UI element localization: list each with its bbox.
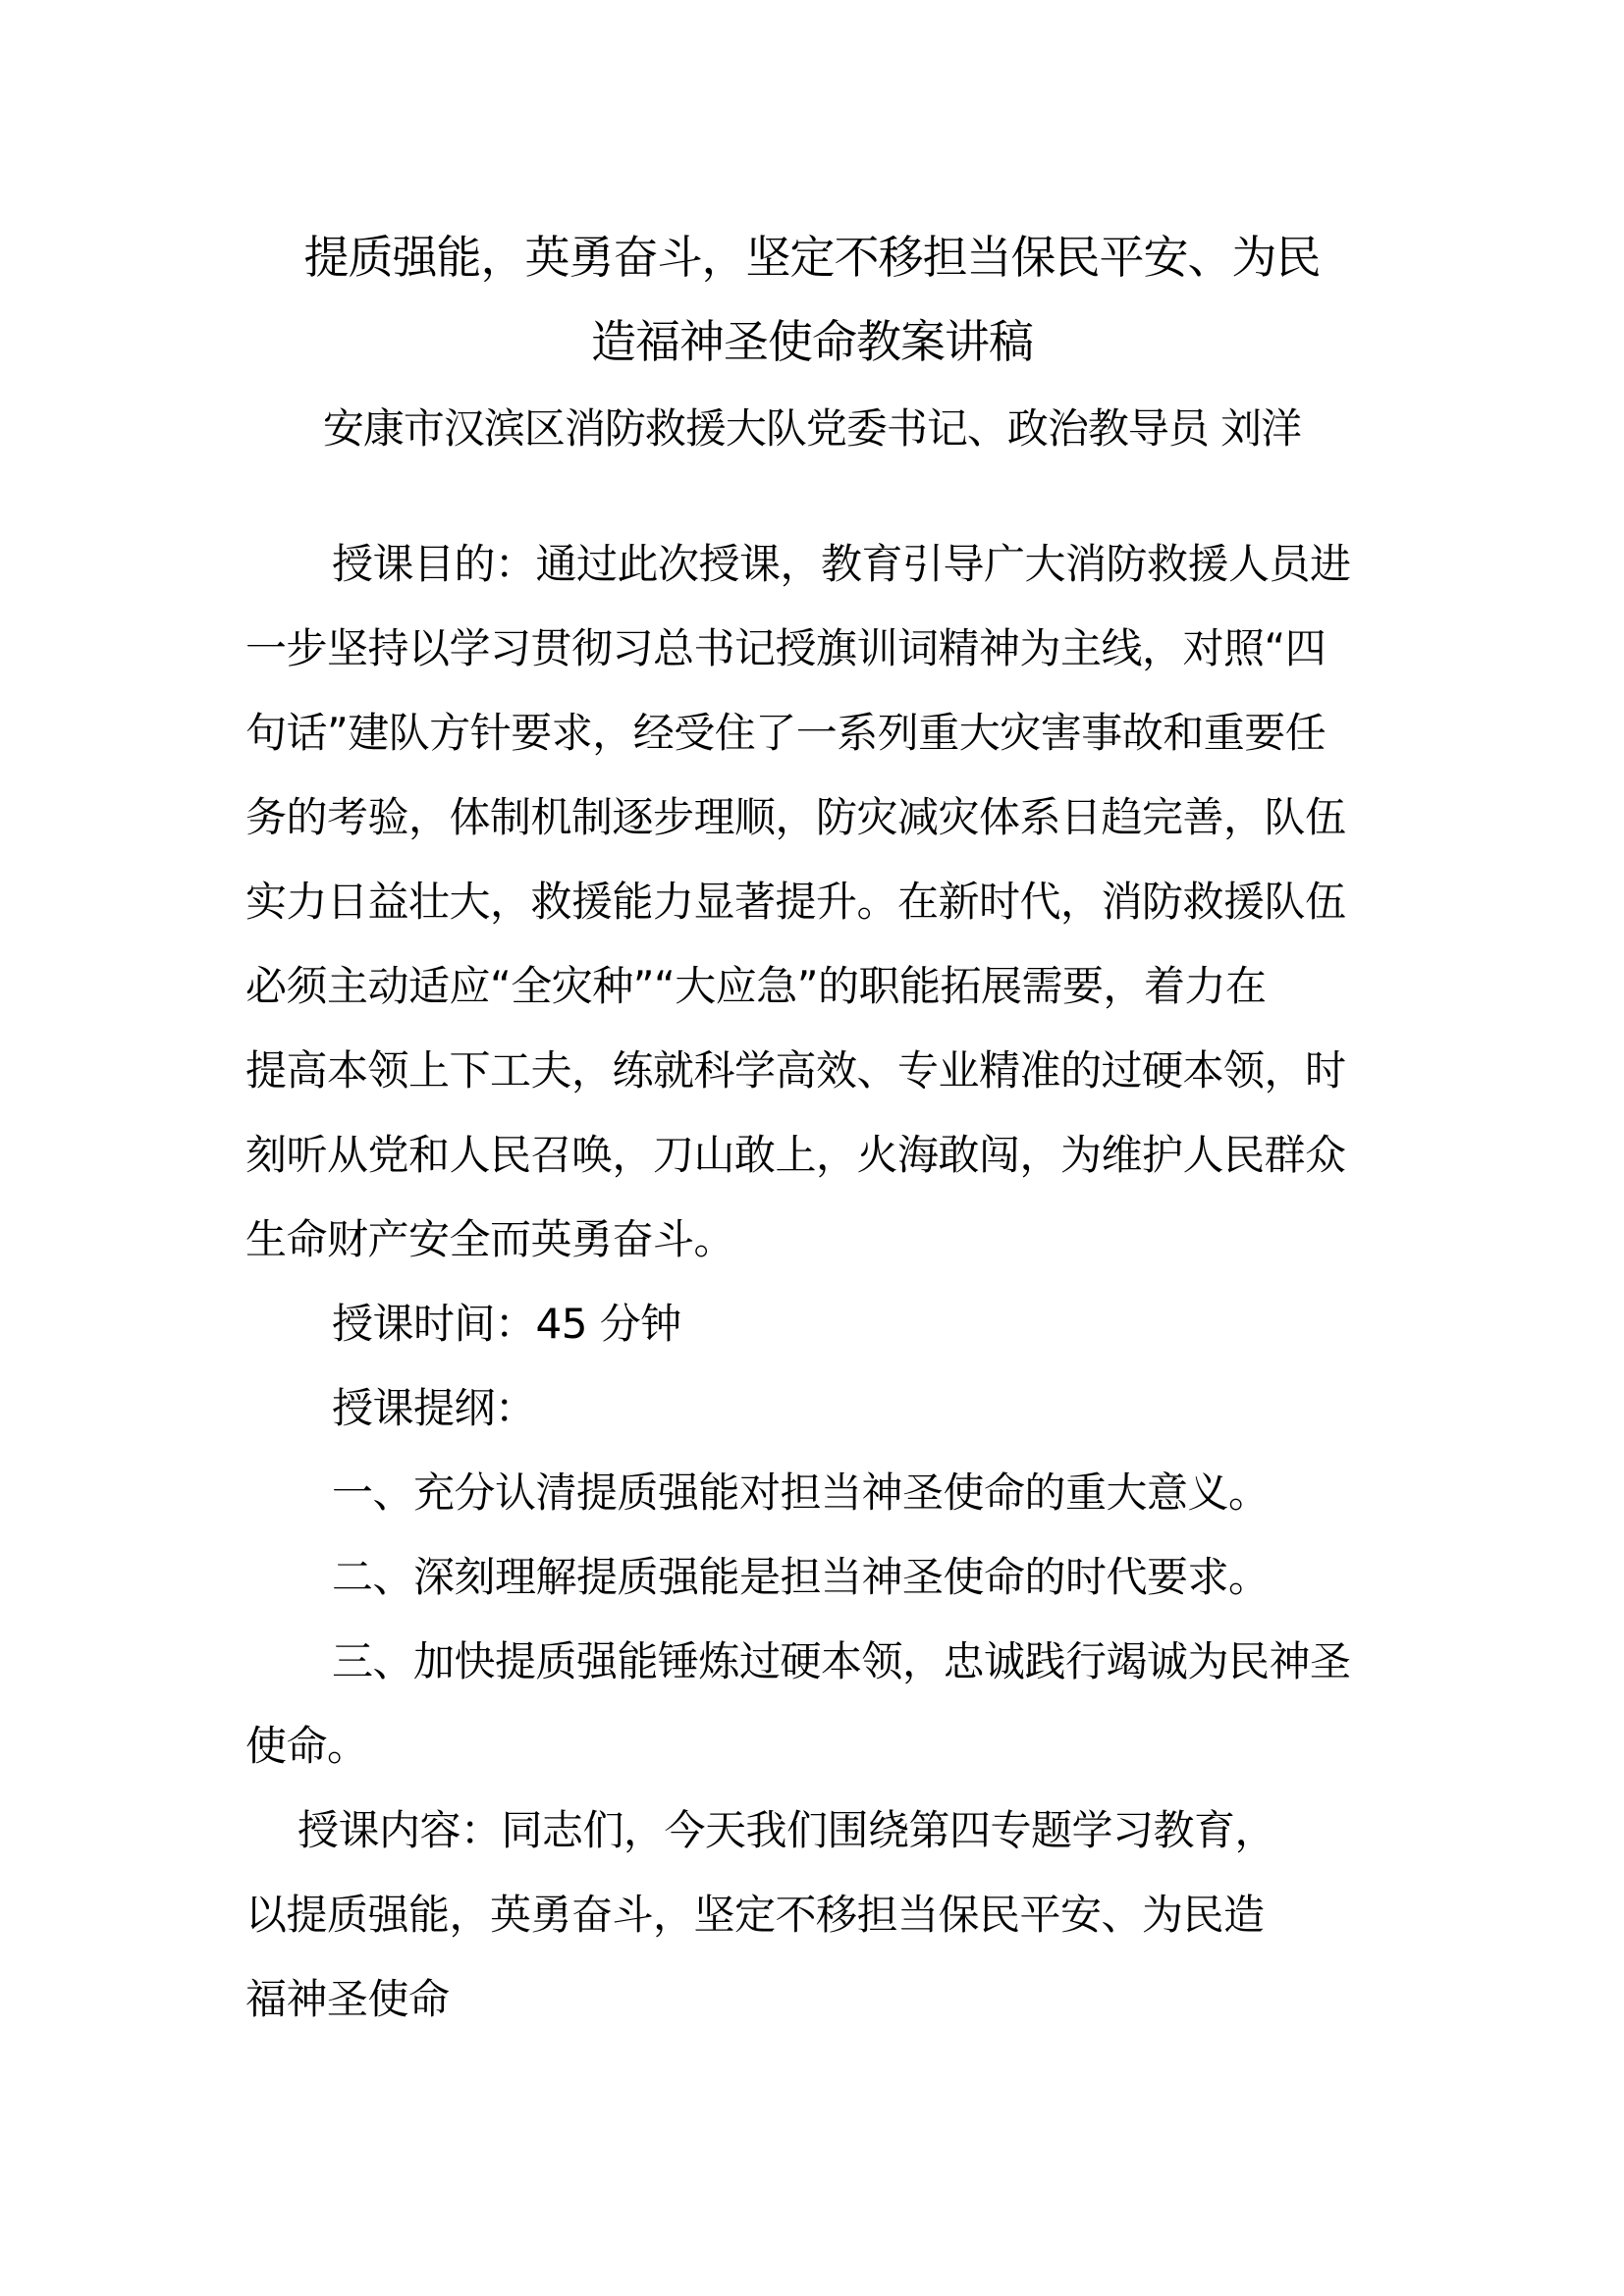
content-paragraph-line: 福神圣使命	[245, 1975, 450, 2023]
document-title-line-1: 提质强能，英勇奋斗，坚定不移担当保民平安、为民	[303, 231, 1321, 284]
purpose-paragraph-line: 刻听从党和人民召唤，刀山敢上，火海敢闯，为维护人民群众	[245, 1131, 1346, 1179]
duration-line: 授课时间：45 分钟	[332, 1300, 681, 1348]
outline-item-3-continuation: 使命。	[245, 1722, 368, 1770]
outline-label: 授课提纲：	[332, 1384, 536, 1432]
purpose-paragraph-line: 必须主动适应“全灾种”“大应急”的职能拓展需要，着力在	[245, 962, 1267, 1010]
outline-item-3: 三、加快提质强能锤炼过硬本领，忠诚践行竭诚为民神圣	[332, 1637, 1351, 1685]
outline-item-1: 一、充分认清提质强能对担当神圣使命的重大意义。	[332, 1468, 1270, 1517]
outline-item-2: 二、深刻理解提质强能是担当神圣使命的时代要求。	[332, 1553, 1270, 1601]
document-title-line-2: 造福神圣使命教案讲稿	[591, 315, 1033, 368]
author-line: 安康市汉滨区消防救援大队党委书记、政治教导员 刘洋	[322, 404, 1302, 453]
purpose-paragraph-line: 务的考验，体制机制逐步理顺，防灾减灾体系日趋完善，队伍	[245, 793, 1346, 841]
content-paragraph-line: 以提质强能，英勇奋斗，坚定不移担当保民平安、为民造	[245, 1891, 1265, 1939]
purpose-paragraph-line: 提高本领上下工夫，练就科学高效、专业精准的过硬本领，时	[245, 1046, 1346, 1095]
purpose-paragraph-line: 一步坚持以学习贯彻习总书记授旗训词精神为主线，对照“四	[245, 624, 1326, 672]
purpose-paragraph-line: 句话”建队方针要求，经受住了一系列重大灾害事故和重要任	[245, 709, 1326, 757]
purpose-paragraph-line: 生命财产安全而英勇奋斗。	[245, 1215, 735, 1263]
purpose-paragraph-line: 实力日益壮大，救援能力显著提升。在新时代，消防救援队伍	[245, 878, 1346, 926]
content-paragraph-line: 授课内容：同志们，今天我们围绕第四专题学习教育，	[298, 1806, 1276, 1854]
purpose-paragraph-line: 授课目的：通过此次授课，教育引导广大消防救援人员进	[332, 540, 1351, 588]
